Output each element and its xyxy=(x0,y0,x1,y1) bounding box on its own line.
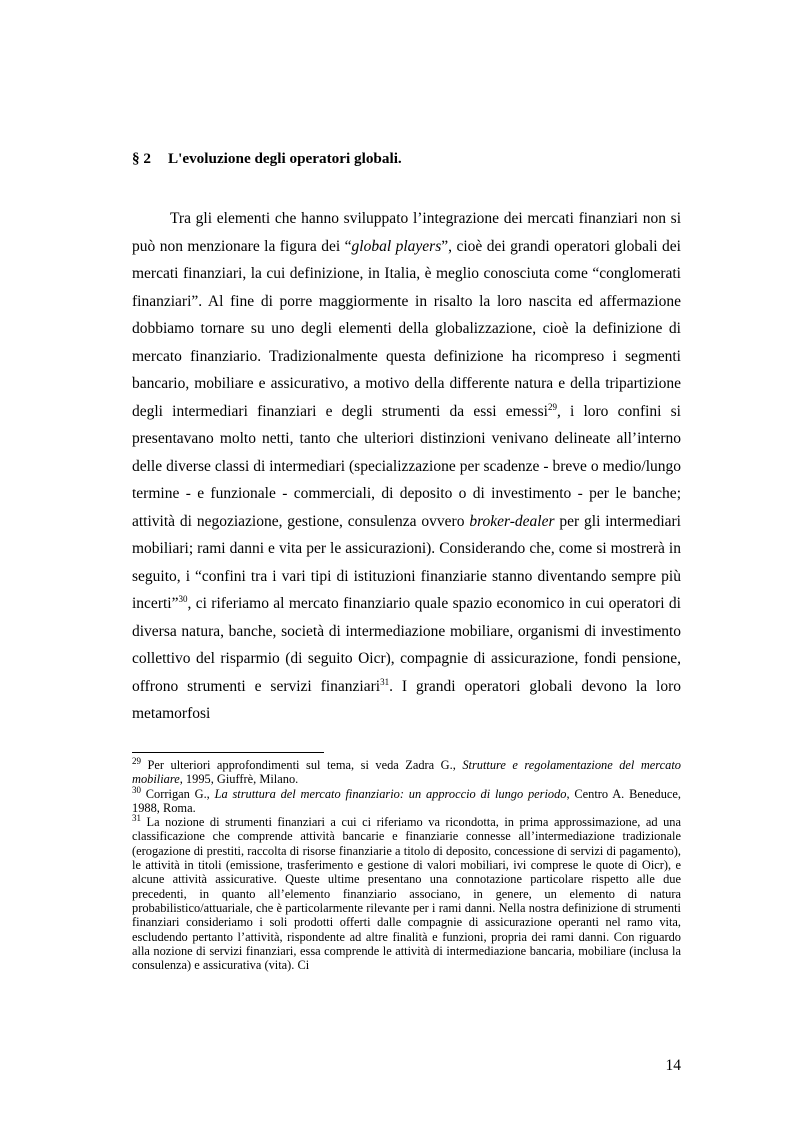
section-title: L'evoluzione degli operatori globali. xyxy=(168,150,402,167)
footnote-29 xyxy=(132,755,681,787)
section-number: § 2 xyxy=(132,150,151,167)
footnote-text: , Centro A. Beneduce, 1988, Roma. xyxy=(132,786,682,815)
footnote-title: Strutture e regolamentazione del mercato mobiliare xyxy=(132,758,681,787)
body-text: , ci riferiamo al mercato finanziario quale spazio economico in cui operatori di diversa natura, banche, società di intermediazione mobiliare, organismi di investimento collettivo del risparmio (di seguito Oicr), compagnie di assicurazione, fondi pensione, offrono strumenti e servizi finanziari xyxy=(132,595,681,695)
body-paragraph xyxy=(132,205,681,728)
body-text: Tra gli elementi che hanno sviluppato l’integrazione dei mercati finanziari non si può non menzionare la figura dei “ xyxy=(132,210,681,255)
body-text: . I grandi operatori globali devono la loro metamorfosi xyxy=(132,677,681,722)
footnote-number: 30 xyxy=(132,784,141,795)
footnote-number: 31 xyxy=(132,813,141,824)
body-italic-term: global players xyxy=(351,237,442,255)
footnote-30 xyxy=(132,784,682,816)
body-text: , i loro confini si presentavano molto netti, tanto che ulteriori distinzioni venivano delineate all’interno delle diverse classi di intermediari (specializzazione per scadenze - breve o medio/lungo termine - e funzionale - commerciali, di deposito o di investimento - per le banche; attività di negoziazione, gestione, consulenza ovvero xyxy=(132,402,681,530)
body-text: ”, cioè dei grandi operatori globali dei mercati finanziari, la cui definizione, in Italia, è meglio conosciuta come “conglomerati finanziari”. Al fine di porre maggiormente in risalto la loro nascita ed affermazione dobbiamo tornare su uno degli elementi della globalizzazione, cioè la definizione di mercato finanziario. Tradizionalmente questa definizione ha ricompreso i segmenti bancario, mobiliare e assicurativo, a motivo della differente natura e della tripartizione degli intermediari finanziari e degli strumenti da essi emessi xyxy=(132,237,681,420)
page-number: 14 xyxy=(665,1057,681,1074)
footnote-text: Corrigan G., xyxy=(141,786,215,801)
footnote-text: , 1995, Giuffrè, Milano. xyxy=(179,772,299,787)
footnote-title: La struttura del mercato finanziario: un approccio di lungo periodo xyxy=(214,786,567,801)
footnote-number: 29 xyxy=(132,755,141,766)
footnote-31 xyxy=(132,815,681,972)
footnote-ref-30[interactable]: 30 xyxy=(178,593,188,604)
body-italic-term: broker-dealer xyxy=(469,512,555,530)
body-text: per gli intermediari mobiliari; rami danni e vita per le assicurazioni). Considerando che, come si mostrerà in seguito, i “confini tra i vari tipi di istituzioni finanziarie stanno diventando sempre più incerti” xyxy=(132,512,681,612)
footnote-text: Per ulteriori approfondimenti sul tema, si veda Zadra G., xyxy=(141,758,463,772)
footnote-text: La nozione di strumenti finanziari a cui ci riferiamo va ricondotta, in prima approssimazione, ad una classificazione che comprende attività bancarie e finanziarie connesse all’intermediazione tradizionale (erogazione di prestiti, raccolta di risorse finanziarie a titolo di deposito, concessione di servizi di pagamento), le attività in titoli (emissione, trasferimento e gestione di valori mobiliari, ivi comprese le quote di Oicr), e alcune attività assicurative. Queste ultime presentano una connotazione particolare rispetto alle due precedenti, in quanto all’elemento finanziario associano, in genere, un elemento di natura probabilistico/attuariale, che è particolarmente rilevante per i rami danni. Nella nostra definizione di strumenti finanziari consideriamo i soli prodotti offerti dalle compagnie di assicurazione operanti nel ramo vita, escludendo pertanto l’attività, rispondente ad altre finalità e funzioni, propria dei rami danni. Con riguardo alla nozione di servizi finanziari, essa comprende le attività di intermediazione bancaria, mobiliare (inclusa la consulenza) e assicurativa (vita). Ci xyxy=(132,815,681,973)
footnotes xyxy=(132,755,682,973)
footnote-ref-29[interactable]: 29 xyxy=(547,401,557,412)
document-page xyxy=(132,0,681,1123)
section-heading xyxy=(132,150,402,168)
footnote-separator xyxy=(132,752,324,753)
footnote-ref-31[interactable]: 31 xyxy=(380,676,390,687)
